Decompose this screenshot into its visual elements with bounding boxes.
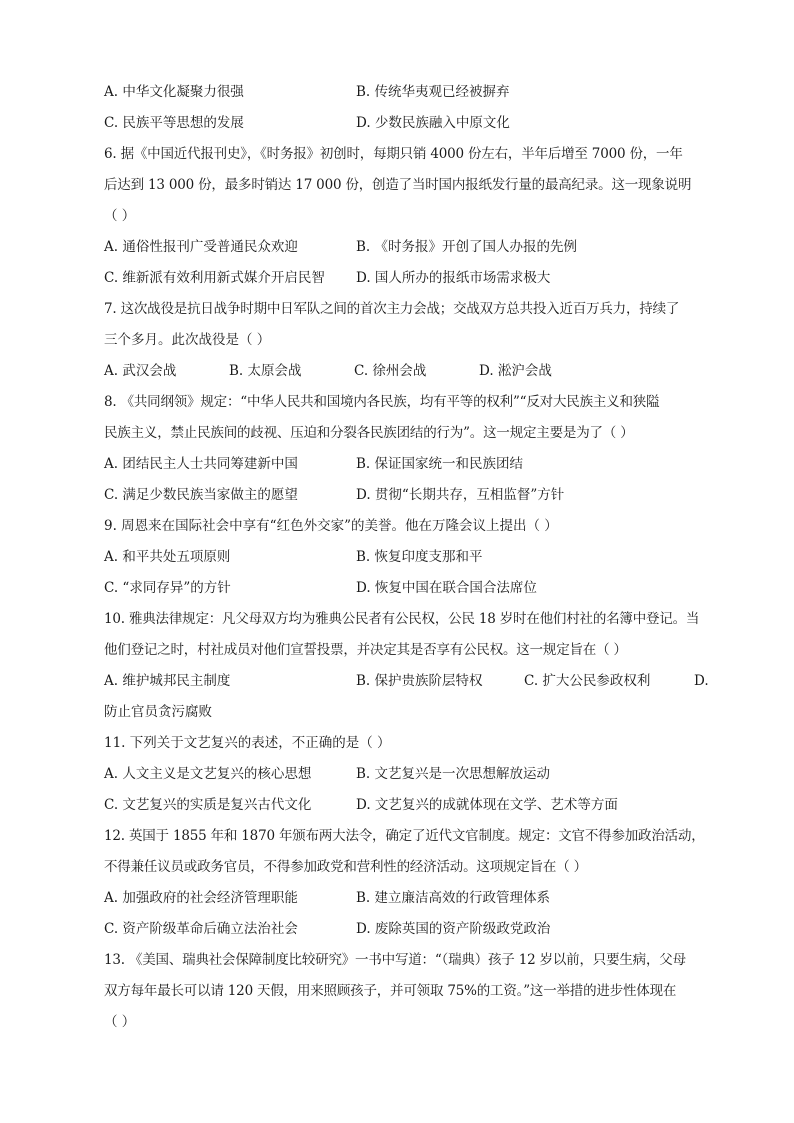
q9-options-row-2 [104, 576, 724, 607]
q12-options-row-1 [104, 886, 724, 917]
q10-stem-line-2: 他们登记之时，村社成员对他们宣誓投票，并决定其是否享有公民权。这一规定旨在（ ） [104, 642, 627, 658]
q9-option-a[interactable]: A. 和平共处五项原则 [104, 549, 231, 565]
q8-stem-line-2: 民族主义，禁止民族间的歧视、压迫和分裂各民族团结的行为”。这一规定主要是为了（ ） [104, 425, 634, 441]
q6-answer-blank: （ ） [104, 208, 136, 224]
q12-stem-line-2: 不得兼任议员或政务官员，不得参加政党和营利性的经济活动。这项规定旨在（ ） [104, 859, 587, 875]
exam-page [104, 80, 724, 1041]
q11-option-c[interactable]: C. 文艺复兴的实质是复兴古代文化 [104, 797, 312, 813]
q9-stem-line-1: 9. 周恩来在国际社会中享有“红色外交家”的美誉。他在万隆会议上提出（ ） [104, 518, 558, 534]
q7-option-d[interactable]: D. 淞沪会战 [479, 363, 552, 379]
q13-stem-line-2: 双方每年最长可以请 120 天假，用来照顾孩子，并可领取 75%的工资。”这一举措的进步性体现在 [104, 983, 677, 999]
q8-options-row-1 [104, 452, 724, 483]
q8-options-row-2 [104, 483, 724, 514]
q5-option-c[interactable]: C. 民族平等思想的发展 [104, 115, 244, 131]
q10-stem-line-1: 10. 雅典法律规定：凡父母双方均为雅典公民者有公民权，公民 18 岁时在他们村社的名簿中登记。当 [104, 611, 700, 627]
q6-option-a[interactable]: A. 通俗性报刊广受普通民众欢迎 [104, 239, 298, 255]
q10-options-row [104, 669, 724, 700]
q9-option-c[interactable]: C. “求同存异”的方针 [104, 580, 231, 596]
q13-answer-blank: （ ） [104, 1014, 136, 1030]
q10-option-c[interactable]: C. 扩大公民参政权利 [524, 673, 651, 689]
q8-option-d[interactable]: D. 贯彻“长期共存，互相监督”方针 [356, 487, 565, 503]
q6-option-b[interactable]: B. 《时务报》开创了国人办报的先例 [356, 239, 578, 255]
q6-stem-line-2: 后达到 13 000 份，最多时销达 17 000 份，创造了当时国内报纸发行量的最高纪录。这一现象说明 [104, 177, 692, 193]
q8-option-c[interactable]: C. 满足少数民族当家做主的愿望 [104, 487, 298, 503]
q7-option-c[interactable]: C. 徐州会战 [354, 363, 427, 379]
q11-options-row-1 [104, 762, 724, 793]
q11-option-b[interactable]: B. 文艺复兴是一次思想解放运动 [356, 766, 551, 782]
q12-option-b[interactable]: B. 建立廉洁高效的行政管理体系 [356, 890, 551, 906]
q5-options-row-1 [104, 80, 724, 111]
q8-stem-line-1: 8. 《共同纲领》规定：“中华人民共和国境内各民族，均有平等的权利”“反对大民族主义和狭隘 [104, 394, 660, 410]
q5-option-a[interactable]: A. 中华文化凝聚力很强 [104, 84, 244, 100]
q12-options-row-2 [104, 917, 724, 948]
q6-options-row-2 [104, 266, 724, 297]
q7-option-a[interactable]: A. 武汉会战 [104, 363, 177, 379]
q7-stem-line-2: 三个多月。此次战役是（ ） [104, 332, 271, 348]
q8-option-b[interactable]: B. 保证国家统一和民族团结 [356, 456, 524, 472]
q9-option-b[interactable]: B. 恢复印度支那和平 [356, 549, 483, 565]
q7-stem-line-1: 7. 这次战役是抗日战争时期中日军队之间的首次主力会战；交战双方总共投入近百万兵力，持续了 [104, 301, 680, 317]
q10-option-d-text[interactable]: 防止官员贪污腐败 [104, 704, 212, 720]
q5-option-d[interactable]: D. 少数民族融入中原文化 [356, 115, 510, 131]
q10-option-b[interactable]: B. 保护贵族阶层特权 [356, 673, 483, 689]
q6-option-c[interactable]: C. 维新派有效利用新式媒介开启民智 [104, 270, 325, 286]
q11-option-a[interactable]: A. 人文主义是文艺复兴的核心思想 [104, 766, 312, 782]
q12-option-a[interactable]: A. 加强政府的社会经济管理职能 [104, 890, 298, 906]
q11-options-row-2 [104, 793, 724, 824]
q12-option-d[interactable]: D. 废除英国的资产阶级政党政治 [356, 921, 551, 937]
q9-options-row-1 [104, 545, 724, 576]
q7-option-b[interactable]: B. 太原会战 [229, 363, 302, 379]
q5-option-b[interactable]: B. 传统华夷观已经被摒弃 [356, 84, 510, 100]
q9-option-d[interactable]: D. 恢复中国在联合国合法席位 [356, 580, 537, 596]
q10-option-d-label[interactable]: D. [694, 673, 709, 689]
q11-stem-line-1: 11. 下列关于文艺复兴的表述，不正确的是（ ） [104, 735, 391, 751]
q8-option-a[interactable]: A. 团结民主人士共同筹建新中国 [104, 456, 298, 472]
q6-options-row-1 [104, 235, 724, 266]
q12-option-c[interactable]: C. 资产阶级革命后确立法治社会 [104, 921, 298, 937]
q5-options-row-2 [104, 111, 724, 142]
q10-option-a[interactable]: A. 维护城邦民主制度 [104, 673, 231, 689]
q12-stem-line-1: 12. 英国于 1855 年和 1870 年颁布两大法令，确定了近代文官制度。规定：文官不得参加政治活动， [104, 828, 705, 844]
q6-stem-line-1: 6. 据《中国近代报刊史》，《时务报》初创时，每期只销 4000 份左右，半年后增至 7000 份，一年 [104, 146, 683, 162]
q6-option-d[interactable]: D. 国人所办的报纸市场需求极大 [356, 270, 551, 286]
q7-options-row [104, 359, 724, 390]
q13-stem-line-1: 13. 《美国、瑞典社会保障制度比较研究》一书中写道：“（瑞典）孩子 12 岁以前，只要生病，父母 [104, 952, 686, 968]
q11-option-d[interactable]: D. 文艺复兴的成就体现在文学、艺术等方面 [356, 797, 618, 813]
